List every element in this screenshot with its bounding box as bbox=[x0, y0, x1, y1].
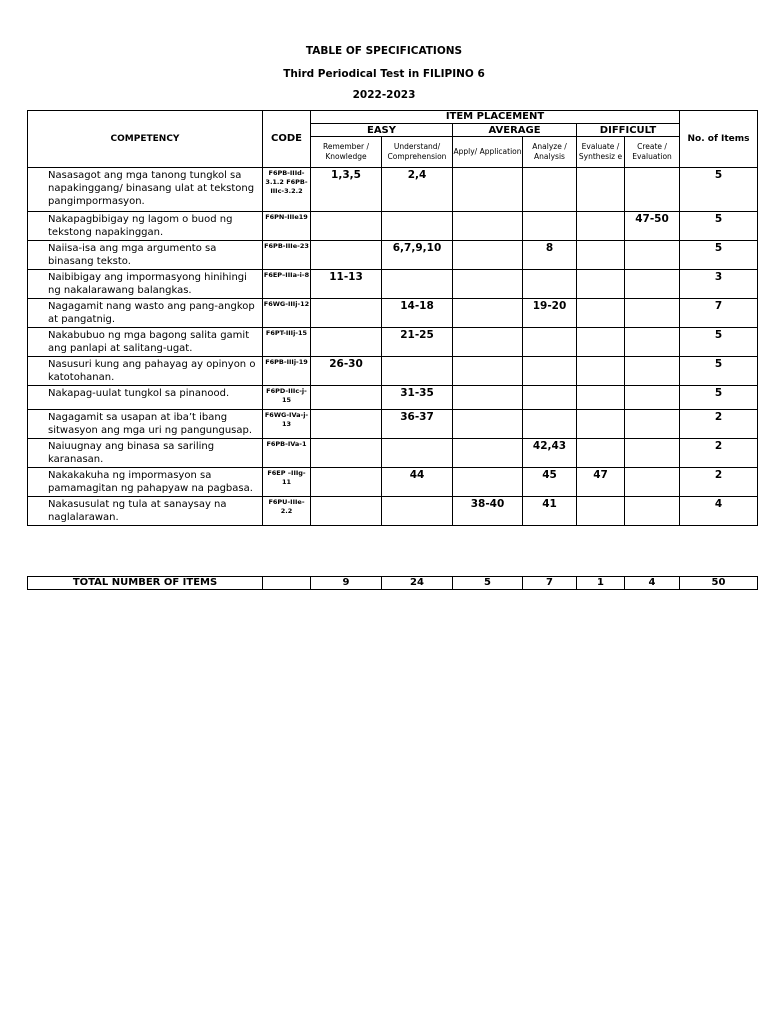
create-cell bbox=[625, 168, 680, 212]
table-row bbox=[28, 168, 758, 212]
table-row bbox=[28, 439, 758, 468]
total-items-table bbox=[27, 576, 758, 590]
code-cell: F6EP–IIIa-i-8 bbox=[263, 270, 311, 299]
specification-table bbox=[27, 110, 758, 526]
total-understand: 24 bbox=[382, 577, 453, 590]
total-apply: 5 bbox=[453, 577, 523, 590]
create-header: Create / Evaluation bbox=[625, 137, 680, 168]
create-cell bbox=[625, 386, 680, 410]
items-cell: 5 bbox=[680, 386, 758, 410]
create-cell bbox=[625, 439, 680, 468]
apply-cell bbox=[453, 357, 523, 386]
total-evaluate: 1 bbox=[577, 577, 625, 590]
evaluate-cell bbox=[577, 410, 625, 439]
understand-cell bbox=[382, 357, 453, 386]
evaluate-cell bbox=[577, 328, 625, 357]
apply-header: Apply/ Application bbox=[453, 137, 523, 168]
competency-cell: Nakapag-uulat tungkol sa pinanood. bbox=[28, 386, 263, 410]
analyze-cell bbox=[523, 386, 577, 410]
analyze-cell bbox=[523, 357, 577, 386]
average-header: AVERAGE bbox=[453, 124, 577, 137]
apply-cell: 38-40 bbox=[453, 497, 523, 526]
total-items: 50 bbox=[680, 577, 758, 590]
remember-cell bbox=[311, 468, 382, 497]
analyze-cell: 8 bbox=[523, 241, 577, 270]
create-cell bbox=[625, 357, 680, 386]
remember-cell bbox=[311, 328, 382, 357]
apply-cell bbox=[453, 468, 523, 497]
items-cell: 2 bbox=[680, 439, 758, 468]
document-title: TABLE OF SPECIFICATIONS bbox=[305, 45, 463, 57]
remember-cell bbox=[311, 410, 382, 439]
total-code bbox=[263, 577, 311, 590]
remember-cell bbox=[311, 212, 382, 241]
analyze-cell bbox=[523, 328, 577, 357]
code-cell: F6EP –IIIg-11 bbox=[263, 468, 311, 497]
create-cell bbox=[625, 468, 680, 497]
competency-header: COMPETENCY bbox=[28, 111, 263, 168]
create-cell: 47-50 bbox=[625, 212, 680, 241]
items-cell: 5 bbox=[680, 357, 758, 386]
items-cell: 2 bbox=[680, 410, 758, 439]
items-cell: 5 bbox=[680, 241, 758, 270]
evaluate-cell bbox=[577, 212, 625, 241]
items-cell: 4 bbox=[680, 497, 758, 526]
remember-cell: 1,3,5 bbox=[311, 168, 382, 212]
understand-cell: 44 bbox=[382, 468, 453, 497]
item-placement-header: ITEM PLACEMENT bbox=[311, 111, 680, 124]
apply-cell bbox=[453, 439, 523, 468]
analyze-cell: 41 bbox=[523, 497, 577, 526]
code-cell: F6PB-IVa-1 bbox=[263, 439, 311, 468]
code-cell: F6PT-IIIj-15 bbox=[263, 328, 311, 357]
code-cell: F6WG-IIIj-12 bbox=[263, 299, 311, 328]
competency-cell: Nakakakuha ng impormasyon sa pamamagitan ng pahapyaw na pagbasa. bbox=[28, 468, 263, 497]
evaluate-cell bbox=[577, 241, 625, 270]
table-row bbox=[28, 410, 758, 439]
items-cell: 3 bbox=[680, 270, 758, 299]
remember-cell: 11-13 bbox=[311, 270, 382, 299]
competency-cell: Nakasusulat ng tula at sanaysay na naglalarawan. bbox=[28, 497, 263, 526]
evaluate-cell bbox=[577, 270, 625, 299]
items-cell: 7 bbox=[680, 299, 758, 328]
competency-cell: Naibibigay ang impormasyong hinihingi ng nakalarawang balangkas. bbox=[28, 270, 263, 299]
remember-cell: 26-30 bbox=[311, 357, 382, 386]
apply-cell bbox=[453, 410, 523, 439]
no-of-items-header: No. of Items bbox=[680, 111, 758, 168]
analyze-cell bbox=[523, 168, 577, 212]
evaluate-cell bbox=[577, 439, 625, 468]
create-cell bbox=[625, 497, 680, 526]
remember-header: Remember / Knowledge bbox=[311, 137, 382, 168]
create-cell bbox=[625, 270, 680, 299]
total-label: TOTAL NUMBER OF ITEMS bbox=[28, 577, 263, 590]
create-cell bbox=[625, 299, 680, 328]
understand-cell bbox=[382, 212, 453, 241]
competency-cell: Nasusuri kung ang pahayag ay opinyon o katotohanan. bbox=[28, 357, 263, 386]
understand-cell: 6,7,9,10 bbox=[382, 241, 453, 270]
remember-cell bbox=[311, 386, 382, 410]
create-cell bbox=[625, 328, 680, 357]
analyze-cell bbox=[523, 270, 577, 299]
total-remember: 9 bbox=[311, 577, 382, 590]
items-cell: 5 bbox=[680, 328, 758, 357]
table-row bbox=[28, 357, 758, 386]
apply-cell bbox=[453, 212, 523, 241]
evaluate-cell bbox=[577, 386, 625, 410]
evaluate-cell: 47 bbox=[577, 468, 625, 497]
apply-cell bbox=[453, 328, 523, 357]
remember-cell bbox=[311, 497, 382, 526]
analyze-cell: 19-20 bbox=[523, 299, 577, 328]
total-create: 4 bbox=[625, 577, 680, 590]
code-cell: F6PB-IIIe-23 bbox=[263, 241, 311, 270]
table-row bbox=[28, 241, 758, 270]
code-cell: F6PB-IIIj-19 bbox=[263, 357, 311, 386]
apply-cell bbox=[453, 241, 523, 270]
understand-cell bbox=[382, 497, 453, 526]
evaluate-cell bbox=[577, 299, 625, 328]
competency-cell: Nagagamit nang wasto ang pang-angkop at pangatnig. bbox=[28, 299, 263, 328]
analyze-cell: 45 bbox=[523, 468, 577, 497]
understand-cell: 14-18 bbox=[382, 299, 453, 328]
document-subtitle: Third Periodical Test in FILIPINO 6 bbox=[283, 68, 485, 80]
school-year: 2022-2023 bbox=[352, 89, 416, 101]
remember-cell bbox=[311, 299, 382, 328]
competency-cell: Naiisa-isa ang mga argumento sa binasang teksto. bbox=[28, 241, 263, 270]
difficult-header: DIFFICULT bbox=[577, 124, 680, 137]
understand-header: Understand/ Comprehension bbox=[382, 137, 453, 168]
competency-cell: Nasasagot ang mga tanong tungkol sa napakinggang/ binasang ulat at tekstong pangimpormasyon. bbox=[28, 168, 263, 212]
remember-cell bbox=[311, 439, 382, 468]
understand-cell: 36-37 bbox=[382, 410, 453, 439]
understand-cell bbox=[382, 270, 453, 299]
create-cell bbox=[625, 410, 680, 439]
analyze-cell bbox=[523, 410, 577, 439]
analyze-header: Analyze / Analysis bbox=[523, 137, 577, 168]
remember-cell bbox=[311, 241, 382, 270]
table-row bbox=[28, 328, 758, 357]
table-row bbox=[28, 386, 758, 410]
evaluate-cell bbox=[577, 497, 625, 526]
code-cell: F6PD-IIIc-j-15 bbox=[263, 386, 311, 410]
code-cell: F6PU-IIIe-2.2 bbox=[263, 497, 311, 526]
code-cell: F6PN-IIIe19 bbox=[263, 212, 311, 241]
table-row bbox=[28, 270, 758, 299]
competency-cell: Nakapagbibigay ng lagom o buod ng tekstong napakinggan. bbox=[28, 212, 263, 241]
understand-cell: 21-25 bbox=[382, 328, 453, 357]
total-analyze: 7 bbox=[523, 577, 577, 590]
competency-cell: Nakabubuo ng mga bagong salita gamit ang panlapi at salitang-ugat. bbox=[28, 328, 263, 357]
competency-cell: Naiuugnay ang binasa sa sariling karanasan. bbox=[28, 439, 263, 468]
code-header: CODE bbox=[263, 111, 311, 168]
table-row bbox=[28, 497, 758, 526]
items-cell: 5 bbox=[680, 212, 758, 241]
create-cell bbox=[625, 241, 680, 270]
total-row bbox=[28, 577, 758, 590]
competency-cell: Nagagamit sa usapan at iba’t ibang sitwasyon ang mga uri ng pangungusap. bbox=[28, 410, 263, 439]
understand-cell: 2,4 bbox=[382, 168, 453, 212]
items-cell: 2 bbox=[680, 468, 758, 497]
table-row bbox=[28, 212, 758, 241]
code-cell: F6WG-IVa-j-13 bbox=[263, 410, 311, 439]
analyze-cell: 42,43 bbox=[523, 439, 577, 468]
apply-cell bbox=[453, 386, 523, 410]
understand-cell bbox=[382, 439, 453, 468]
easy-header: EASY bbox=[311, 124, 453, 137]
evaluate-cell bbox=[577, 168, 625, 212]
table-row bbox=[28, 299, 758, 328]
evaluate-header: Evaluate / Synthesiz e bbox=[577, 137, 625, 168]
apply-cell bbox=[453, 168, 523, 212]
apply-cell bbox=[453, 270, 523, 299]
apply-cell bbox=[453, 299, 523, 328]
understand-cell: 31-35 bbox=[382, 386, 453, 410]
evaluate-cell bbox=[577, 357, 625, 386]
table-row bbox=[28, 468, 758, 497]
items-cell: 5 bbox=[680, 168, 758, 212]
code-cell: F6PB-IIId-3.1.2 F6PB-IIIc-3.2.2 bbox=[263, 168, 311, 212]
analyze-cell bbox=[523, 212, 577, 241]
